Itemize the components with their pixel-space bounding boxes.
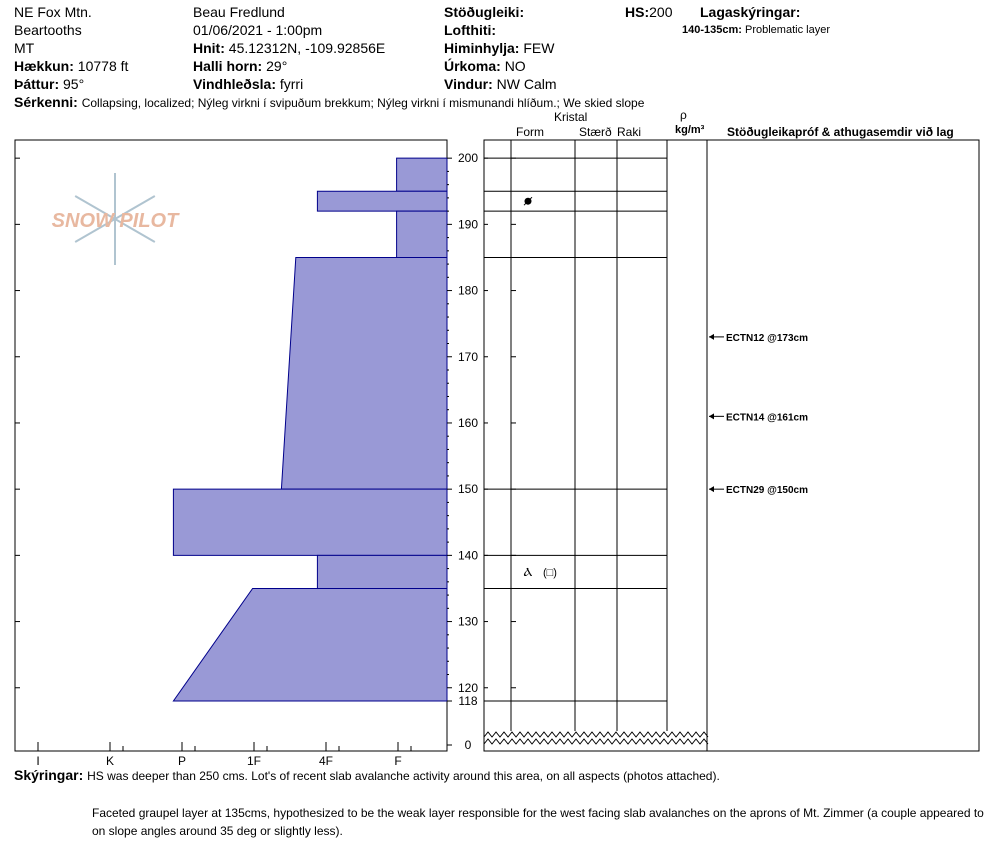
features: Sérkenni: Collapsing, localized; Nýleg virkni í svipuðum brekkum; Nýleg virkni í mismunandi hlíðum.; We skied slope: [14, 94, 645, 110]
test-arrowhead-icon: [709, 334, 714, 340]
wind-loading: Vindhleðsla: fyrri: [193, 76, 304, 92]
depth-label: 120: [457, 680, 479, 695]
comments-line3: on slope angles around 35 deg or slightly less).: [92, 824, 343, 838]
test-arrowhead-icon: [709, 413, 714, 419]
hardness-layer: [397, 211, 447, 257]
test-label: ECTN14 @161cm: [726, 412, 809, 424]
form-header: Form: [516, 125, 544, 139]
density-header: kg/m³: [675, 124, 705, 136]
depth-label: 190: [457, 217, 479, 232]
x-tick-label: 1F: [246, 754, 262, 768]
crystal-grain-size: (□): [543, 566, 557, 579]
depth-label: 140: [457, 548, 479, 563]
location: NE Fox Mtn.: [14, 4, 92, 20]
slope: Halli horn: 29°: [193, 58, 288, 74]
depth-label: 170: [457, 349, 479, 364]
x-tick-label: K: [105, 754, 115, 768]
hardness-layer: [173, 588, 447, 701]
x-tick-label: 4F: [318, 754, 334, 768]
layer-notes-label: Lagaskýringar:: [700, 4, 801, 20]
x-tick-label: P: [177, 754, 187, 768]
state: MT: [14, 40, 35, 56]
aspect: Þáttur: 95°: [14, 76, 85, 92]
x-tick-label: I: [36, 754, 40, 768]
hardness-layer: [397, 158, 447, 191]
sky: Himinhylja: FEW: [444, 40, 555, 56]
comments-line2: Faceted graupel layer at 135cms, hypothesized to be the weak layer responsible for the west facing slab avalanches on the aprons of Mt. Zimmer (a couple appeared to: [92, 806, 984, 820]
crystal-form-icon: Ⲁ: [523, 564, 533, 579]
air-temp-label: Lofthiti:: [444, 22, 497, 38]
elevation: Hækkun: 10778 ft: [14, 58, 129, 74]
logo-text: SNOW PILOT: [51, 210, 179, 232]
crystal-header: Kristal: [554, 110, 588, 124]
test-arrowhead-icon: [709, 486, 714, 492]
precip: Úrkoma: NO: [444, 58, 526, 74]
range: Beartooths: [14, 22, 82, 38]
axis-break: [484, 732, 708, 737]
wind: Vindur: NW Calm: [444, 76, 557, 92]
depth-label: 200: [457, 151, 479, 166]
x-tick-label: F: [394, 754, 402, 768]
observer: Beau Fredlund: [193, 4, 285, 20]
test-label: ECTN12 @173cm: [726, 332, 809, 344]
rho-header: ρ: [680, 108, 687, 122]
depth-label: 130: [457, 614, 479, 629]
comments-line1: Skýringar: HS was deeper than 250 cms. Lot's of recent slab avalanche activity around this area, on all aspects (photos attached).: [14, 767, 720, 783]
hs: HS:200: [625, 4, 673, 20]
depth-label: 150: [457, 482, 479, 497]
crystal-table-frame: [484, 140, 707, 751]
stability-label: Stöðugleiki:: [444, 4, 525, 20]
datetime: 01/06/2021 - 1:00pm: [193, 22, 323, 38]
tests-header: Stöðugleikapróf & athugasemdir við lag: [727, 125, 954, 139]
depth-label: 118: [458, 694, 478, 708]
axis-break: [484, 739, 708, 744]
hardness-layer: [317, 555, 447, 588]
layer-note: 140-135cm: Problematic layer: [682, 24, 830, 36]
test-label: ECTN29 @150cm: [726, 485, 809, 497]
size-header: Stærð: [579, 125, 612, 139]
hardness-layer: [173, 489, 447, 555]
depth-label: 180: [457, 283, 479, 298]
moisture-header: Raki: [617, 125, 642, 139]
tests-frame: [707, 140, 979, 751]
depth-label: 0: [464, 738, 472, 752]
depth-label: 160: [457, 415, 479, 430]
hardness-layer: [317, 191, 447, 211]
hardness-layer: [281, 257, 447, 489]
coords: Hnit: 45.12312N, -109.92856E: [193, 40, 386, 56]
